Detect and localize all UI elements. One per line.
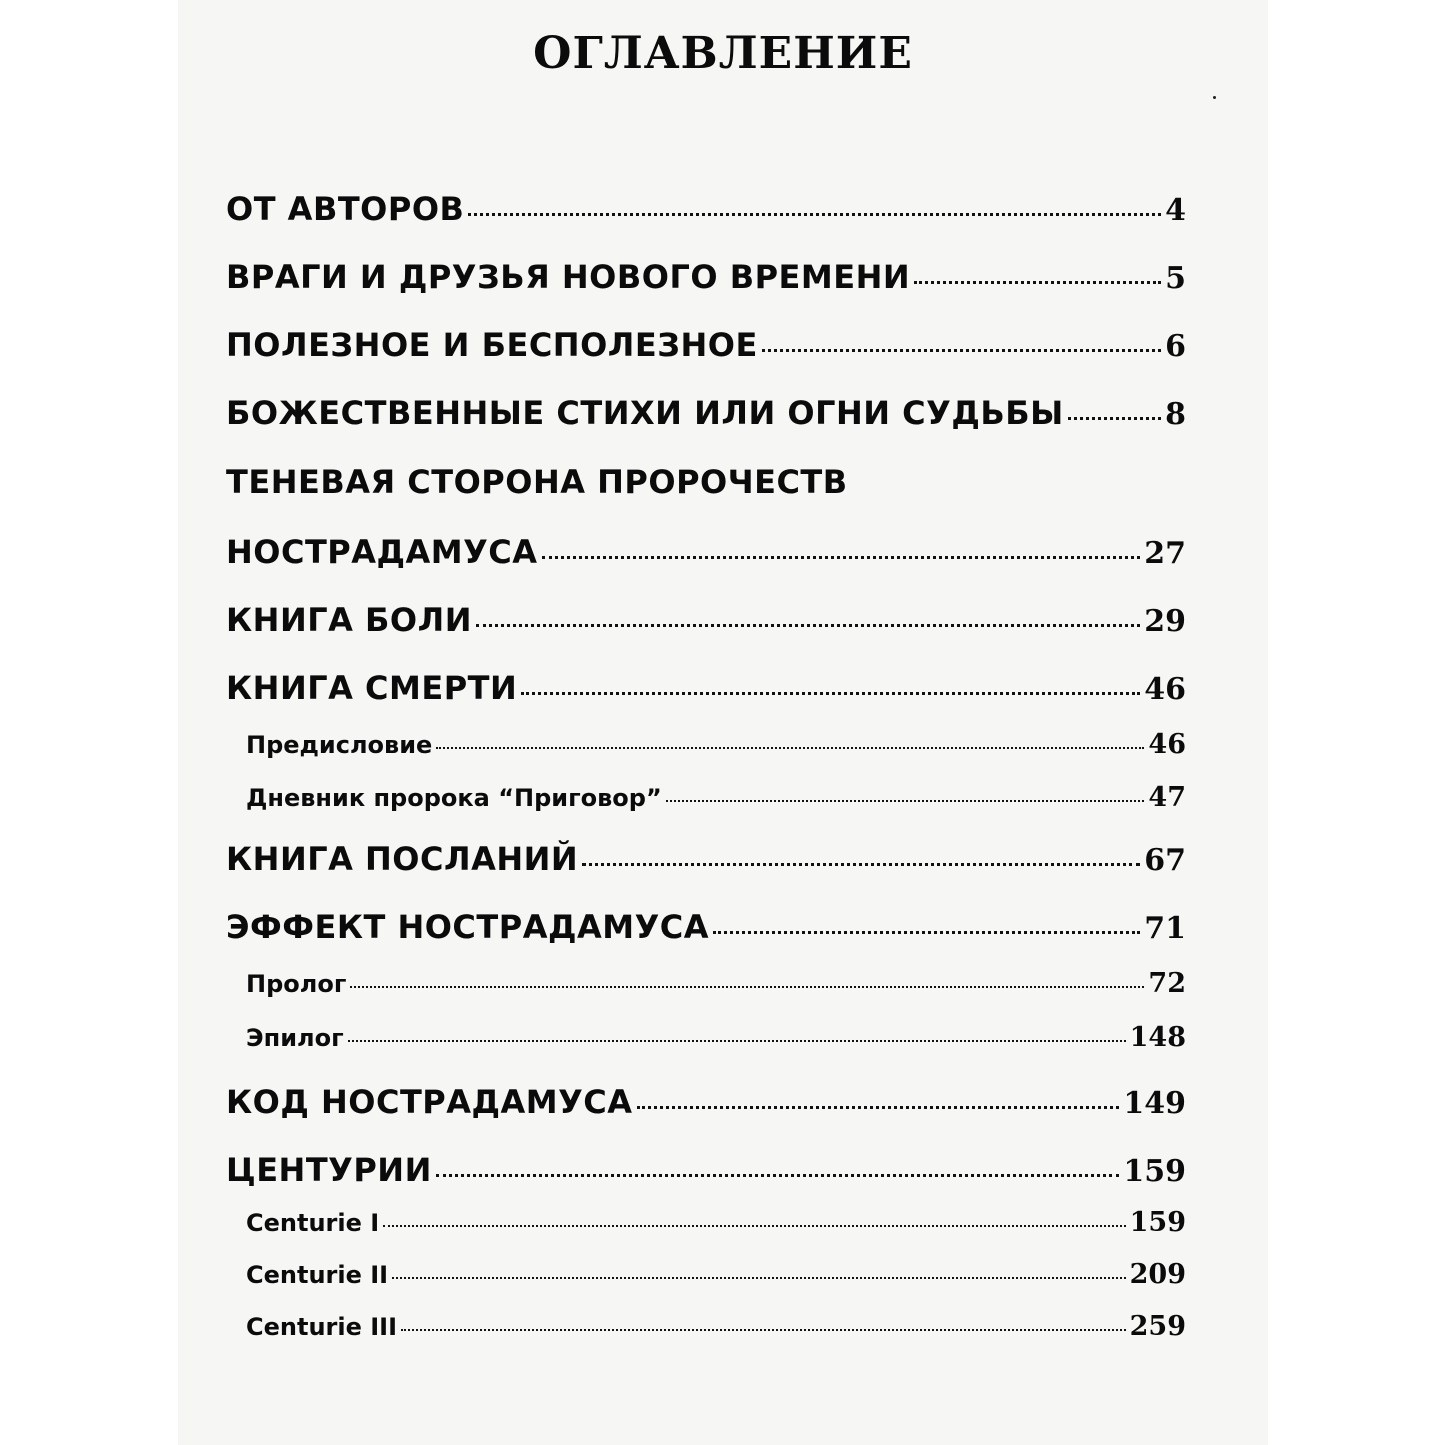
- book-page: [178, 0, 1268, 1445]
- toc-entry-label: КНИГА СМЕРТИ: [226, 669, 518, 707]
- toc-entry: [226, 190, 1186, 228]
- leader-dots: [348, 1040, 1126, 1042]
- leader-dots: [1068, 417, 1161, 420]
- toc-entry-page: 159: [1129, 1207, 1186, 1238]
- leader-dots: [637, 1106, 1120, 1109]
- toc-entry: [226, 601, 1186, 639]
- toc-entry-page: 5: [1165, 261, 1186, 296]
- toc-entry-page: 72: [1148, 968, 1186, 999]
- toc-entry-label: ЭФФЕКТ НОСТРАДАМУСА: [226, 908, 709, 946]
- toc-entry-page: 209: [1129, 1259, 1186, 1290]
- toc-entry-label-line1: ТЕНЕВАЯ СТОРОНА ПРОРОЧЕСТВ: [226, 463, 848, 501]
- toc-entry-page: 46: [1148, 729, 1186, 760]
- toc-entry: [226, 533, 1186, 571]
- leader-dots: [436, 1174, 1120, 1177]
- toc-entry: [226, 840, 1186, 878]
- toc-entry-label: ВРАГИ И ДРУЗЬЯ НОВОГО ВРЕМЕНИ: [226, 258, 911, 296]
- toc-entry-page: 46: [1144, 672, 1186, 707]
- toc-subentry: [246, 1207, 1186, 1238]
- leader-dots: [713, 931, 1140, 934]
- toc-subentry: [246, 1259, 1186, 1290]
- toc-subentry: [246, 782, 1186, 813]
- leader-dots: [401, 1329, 1126, 1331]
- toc-entry: [226, 394, 1186, 432]
- toc-entry: [226, 669, 1186, 707]
- toc-entry-label: БОЖЕСТВЕННЫЕ СТИХИ ИЛИ ОГНИ СУДЬБЫ: [226, 394, 1064, 432]
- leader-dots: [392, 1277, 1126, 1279]
- toc-entry-page: 4: [1165, 193, 1186, 228]
- toc-entry-page: 149: [1123, 1086, 1186, 1121]
- toc-entry-page: 47: [1148, 782, 1186, 813]
- toc-entry-page: 27: [1144, 536, 1186, 571]
- leader-dots: [436, 747, 1144, 749]
- toc-subentry: [246, 968, 1186, 999]
- toc-entry-page: 29: [1144, 604, 1186, 639]
- toc-entry-page: 8: [1165, 397, 1186, 432]
- leader-dots: [476, 624, 1140, 627]
- toc-entry-page: 148: [1129, 1022, 1186, 1053]
- leader-dots: [582, 863, 1140, 866]
- leader-dots: [542, 556, 1141, 559]
- toc-entry: [226, 1151, 1186, 1189]
- toc-subentry: [246, 1022, 1186, 1053]
- toc-entry-label: ПОЛЕЗНОЕ И БЕСПОЛЕЗНОЕ: [226, 326, 758, 364]
- toc-entry: [226, 258, 1186, 296]
- toc-entry-label: НОСТРАДАМУСА: [226, 533, 538, 571]
- toc-entry-page: 6: [1165, 329, 1186, 364]
- toc-entry-label: ОТ АВТОРОВ: [226, 190, 465, 228]
- table-of-contents: [178, 0, 1268, 1445]
- leader-dots: [383, 1225, 1125, 1227]
- leader-dots: [521, 692, 1140, 695]
- leader-dots: [666, 800, 1145, 802]
- toc-subentry: [246, 1311, 1186, 1342]
- toc-entry: [226, 1083, 1186, 1121]
- toc-entry-label: Эпилог: [246, 1024, 344, 1052]
- toc-entry-label: Пролог: [246, 970, 347, 998]
- toc-entry: [226, 908, 1186, 946]
- toc-entry-label: КОД НОСТРАДАМУСА: [226, 1083, 633, 1121]
- toc-entry-page: 67: [1144, 843, 1186, 878]
- toc-entry-label: ЦЕНТУРИИ: [226, 1151, 432, 1189]
- toc-entry-label: Centurie I: [246, 1209, 380, 1237]
- toc-entry-page: 71: [1144, 911, 1186, 946]
- toc-subentry: [246, 729, 1186, 760]
- toc-entry: [226, 326, 1186, 364]
- toc-entry-page: 259: [1129, 1311, 1186, 1342]
- leader-dots: [914, 281, 1161, 284]
- toc-entry-label: Предисловие: [246, 731, 433, 759]
- leader-dots: [468, 213, 1161, 216]
- toc-entry-label: Centurie II: [246, 1261, 389, 1289]
- toc-entry-label: КНИГА БОЛИ: [226, 601, 472, 639]
- toc-entry-label: КНИГА ПОСЛАНИЙ: [226, 840, 579, 878]
- toc-entry-label: Centurie III: [246, 1313, 398, 1341]
- page-title: ОГЛАВЛЕНИЕ: [533, 28, 913, 79]
- leader-dots: [762, 349, 1161, 352]
- toc-entry-page: 159: [1123, 1154, 1186, 1189]
- leader-dots: [350, 986, 1144, 988]
- toc-entry-label: Дневник пророка “Приговор”: [246, 784, 662, 812]
